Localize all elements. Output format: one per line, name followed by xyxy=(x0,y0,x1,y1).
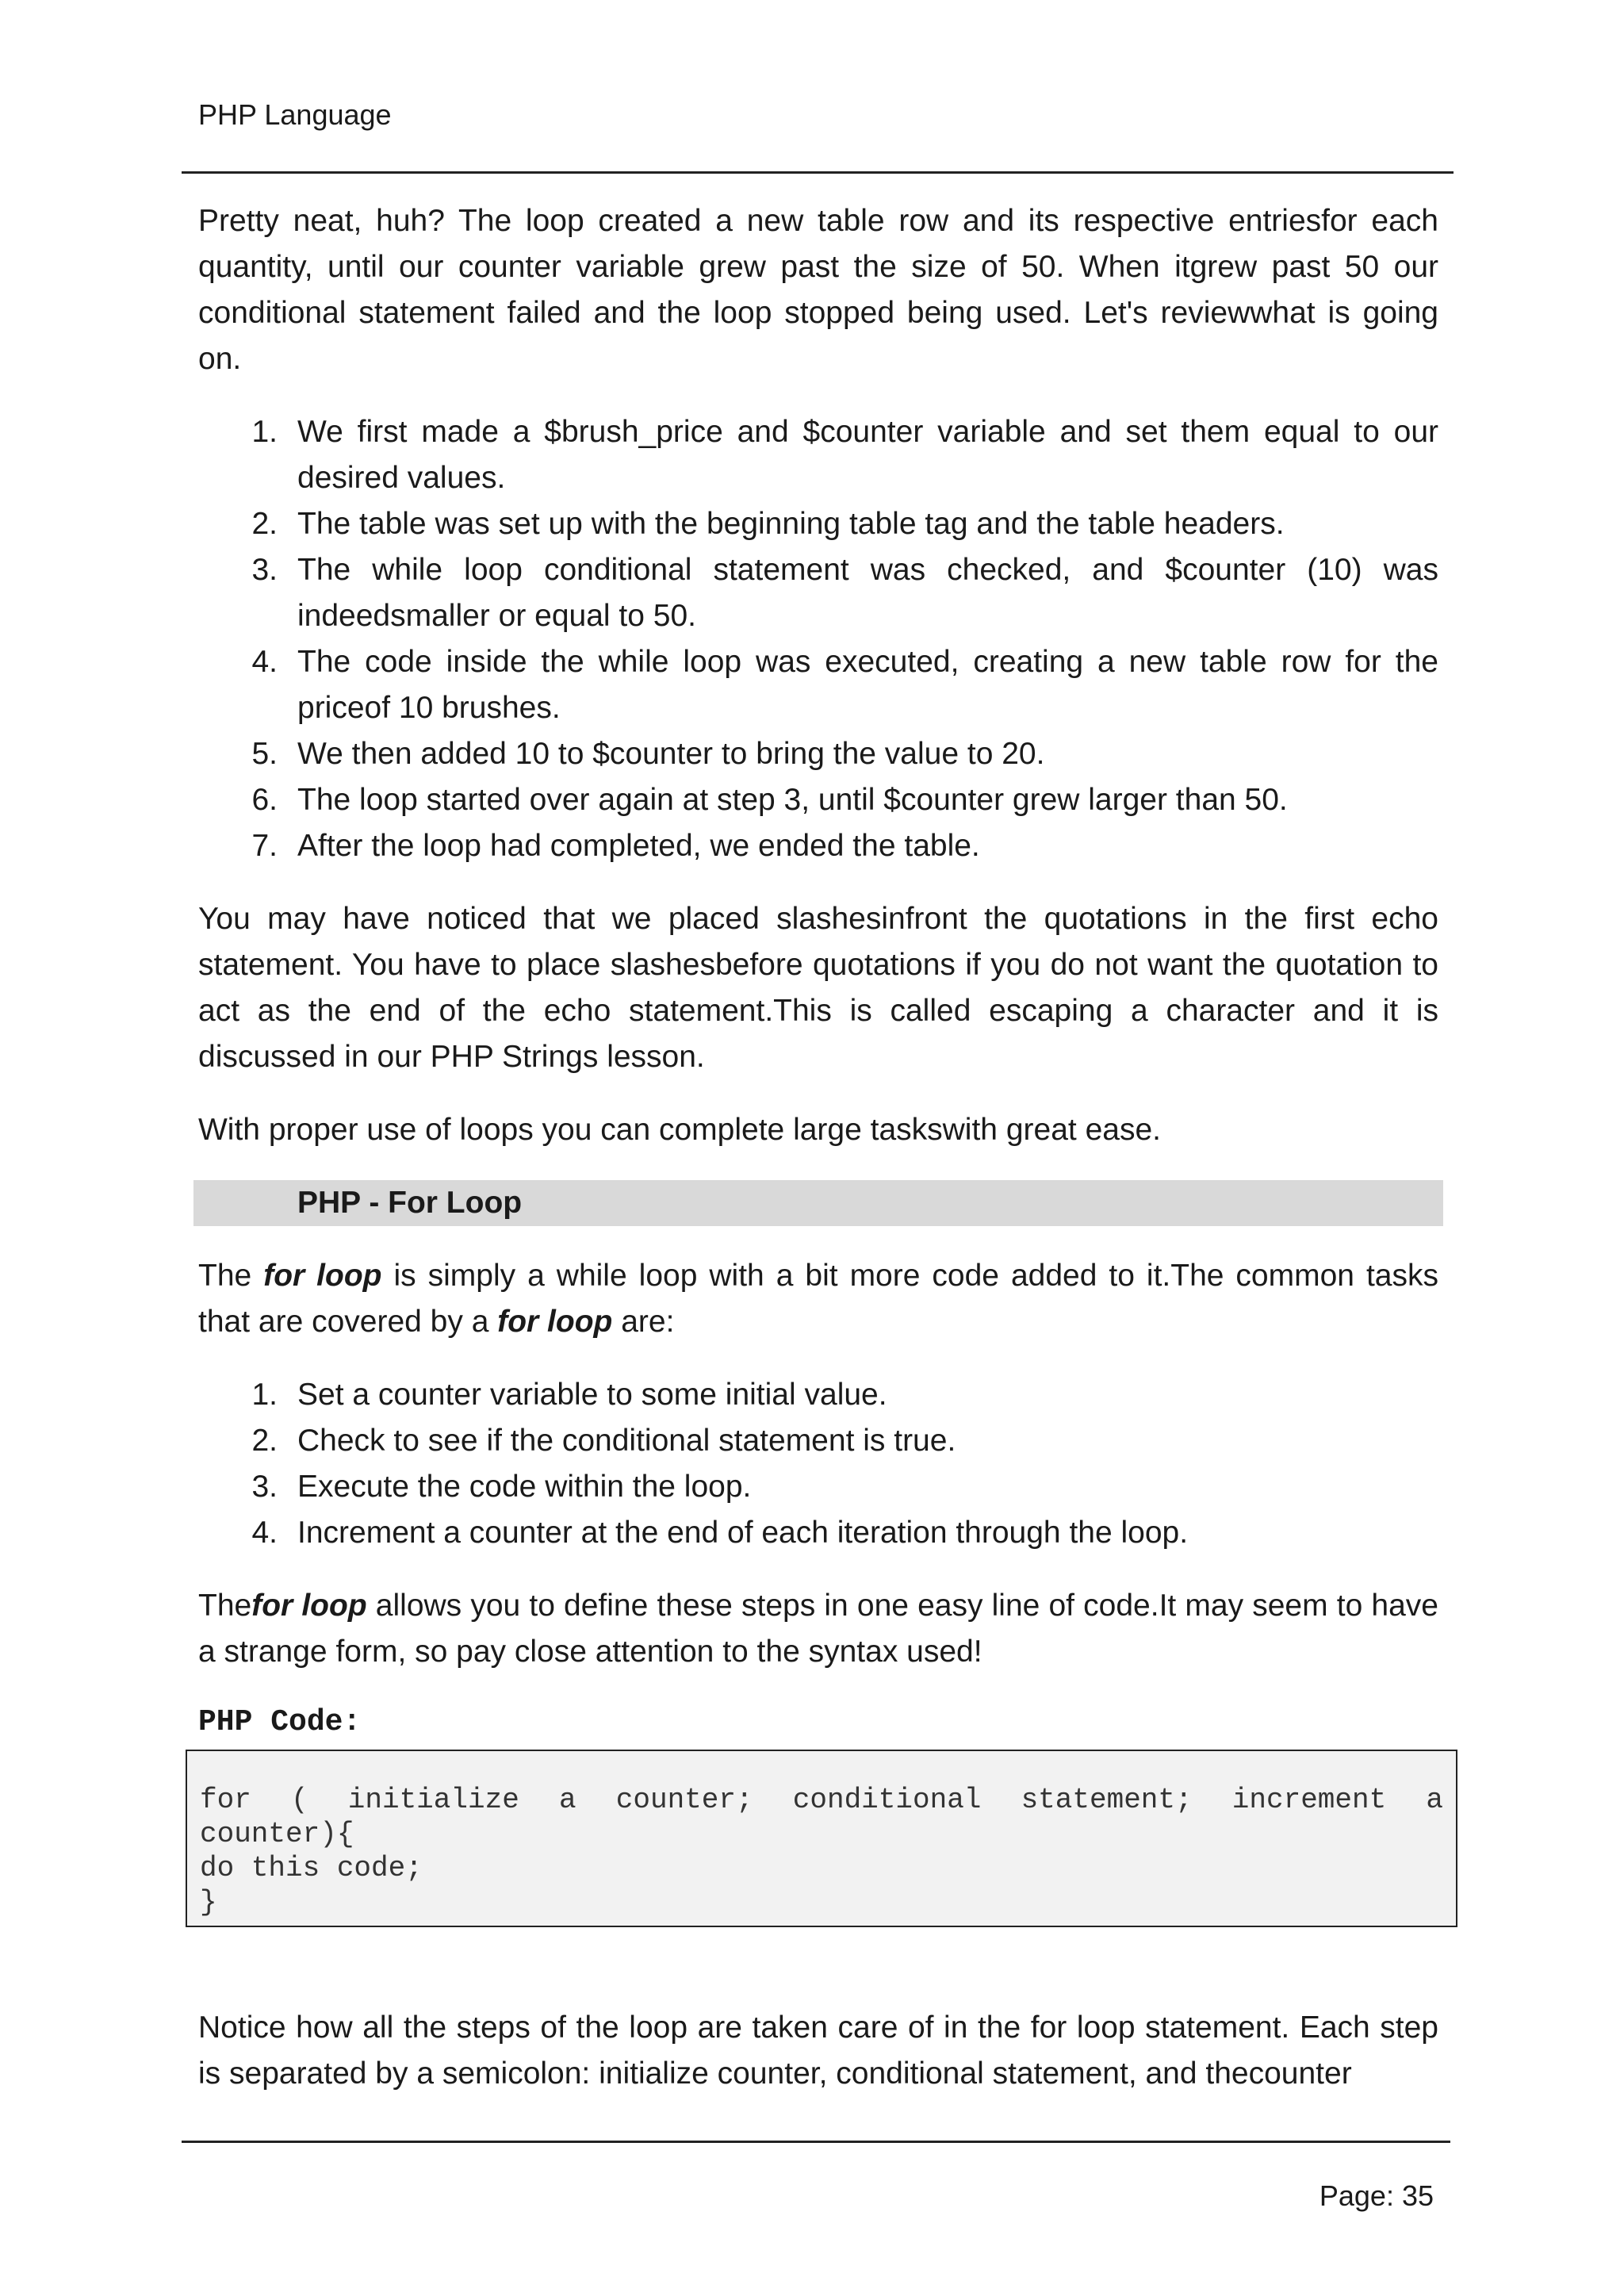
text-run: The xyxy=(198,1589,252,1623)
list-item xyxy=(198,501,1438,547)
list-item-text: The while loop conditional statement was checked, and $counter (10) was indeedsmaller or equal to 50. xyxy=(297,553,1438,633)
list-item xyxy=(198,409,1438,501)
code-line: for ( initialize a counter; conditional statement; increment a xyxy=(200,1784,1443,1816)
paragraph-steps-semicolon: Notice how all the steps of the loop are taken care of in the for loop statement. Each step is separated by a semicolon: initialize counter, conditional statement, and thecounter xyxy=(198,2010,1438,2091)
list-item xyxy=(198,1418,1438,1464)
list-item-text: Check to see if the conditional statement is true. xyxy=(297,1424,956,1458)
emphasis-for-loop: for loop xyxy=(251,1589,367,1623)
list-item-number: 3. xyxy=(251,1470,278,1504)
footer-divider xyxy=(182,2141,1450,2143)
review-steps-list xyxy=(198,409,1438,869)
page-number: Page: 35 xyxy=(1319,2179,1434,2212)
list-item-text: Execute the code within the loop. xyxy=(297,1470,752,1504)
text-run: The xyxy=(198,1259,264,1293)
list-item-text: After the loop had completed, we ended the table. xyxy=(297,829,980,863)
list-item-number: 1. xyxy=(251,415,278,449)
page-body xyxy=(198,198,1443,2097)
list-item-number: 6. xyxy=(251,783,278,817)
list-item-number: 4. xyxy=(251,645,278,679)
list-item-number: 2. xyxy=(251,507,278,541)
text-run: allows you to define these steps in one easy line of code.It may seem to have a strange form, so pay close attention to the syntax used! xyxy=(198,1589,1438,1669)
paragraph-loops-ease: With proper use of loops you can complete large taskswith great ease. xyxy=(198,1113,1161,1147)
paragraph-loop-result: Pretty neat, huh? The loop created a new table row and its respective entriesfor each quantity, until our counter variable grew past the size of 50. When itgrew past 50 our conditional statement failed and the loop stopped being used. Let's reviewwhat is going on. xyxy=(198,204,1438,376)
paragraph-for-loop-syntax xyxy=(198,1583,1438,1675)
list-item-number: 5. xyxy=(251,737,278,771)
code-label: PHP Code: xyxy=(198,1705,362,1739)
paragraph-escaping: You may have noticed that we placed slashesinfront the quotations in the first echo statement. You have to place slashesbefore quotations if you do not want the quotation to act as the end of the echo statement.This is called escaping a character and it is discussed in our PHP Strings lesson. xyxy=(198,902,1438,1074)
list-item-text: We first made a $brush_price and $counter variable and set them equal to our desired values. xyxy=(297,415,1438,495)
list-item-text: The code inside the while loop was executed, creating a new table row for the priceof 10 brushes. xyxy=(297,645,1438,725)
for-loop-tasks-list xyxy=(198,1372,1438,1556)
list-item xyxy=(198,731,1438,777)
emphasis-for-loop: for loop xyxy=(263,1259,382,1293)
text-run: is simply a while loop with a bit more code added to it.The common tasks that are covered by a xyxy=(198,1259,1438,1339)
list-item xyxy=(198,639,1438,731)
code-block xyxy=(186,1750,1457,1927)
list-item-number: 7. xyxy=(251,829,278,863)
text-run: are: xyxy=(612,1305,675,1339)
list-item xyxy=(198,823,1438,869)
list-item-number: 2. xyxy=(251,1424,278,1458)
list-item-number: 3. xyxy=(251,553,278,587)
list-item-text: Increment a counter at the end of each iteration through the loop. xyxy=(297,1516,1189,1550)
list-item xyxy=(198,1372,1438,1418)
list-item-text: Set a counter variable to some initial value. xyxy=(297,1378,887,1412)
list-item-text: The table was set up with the beginning table tag and the table headers. xyxy=(297,507,1285,541)
section-heading-for-loop: PHP - For Loop xyxy=(193,1180,1443,1226)
list-item-number: 4. xyxy=(251,1516,278,1550)
list-item xyxy=(198,1464,1438,1510)
running-header: PHP Language xyxy=(198,98,392,131)
list-item-text: The loop started over again at step 3, until $counter grew larger than 50. xyxy=(297,783,1288,817)
list-item-text: We then added 10 to $counter to bring the value to 20. xyxy=(297,737,1045,771)
code-line: } xyxy=(200,1886,217,1918)
list-item xyxy=(198,1510,1438,1556)
list-item xyxy=(198,547,1438,639)
emphasis-for-loop: for loop xyxy=(497,1305,613,1339)
list-item-number: 1. xyxy=(251,1378,278,1412)
code-line: counter){ xyxy=(200,1818,354,1850)
code-line: do this code; xyxy=(200,1852,423,1884)
list-item xyxy=(198,777,1438,823)
header-divider xyxy=(182,171,1454,174)
paragraph-for-loop-intro xyxy=(198,1253,1438,1345)
